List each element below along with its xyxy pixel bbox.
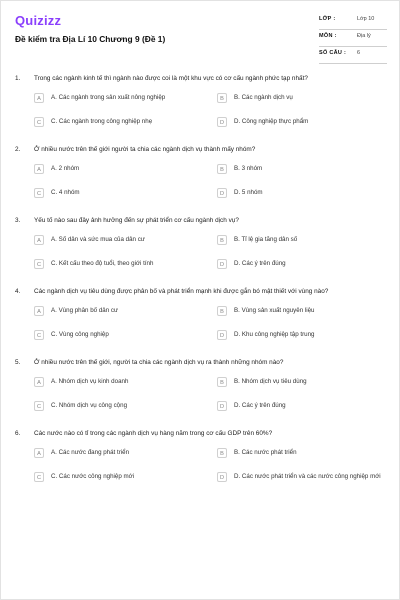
answer-option[interactable] xyxy=(217,259,387,273)
question-number: 5. xyxy=(15,359,21,366)
answer-option[interactable] xyxy=(34,188,204,202)
option-letter-box[interactable]: C xyxy=(34,259,44,269)
option-text: A. Các ngành trong sản xuất nông nghiệp xyxy=(51,94,166,101)
option-text: D. Các nước phát triển và các nước công nghiệp mới xyxy=(234,473,381,480)
answer-option[interactable] xyxy=(217,377,387,391)
option-letter-box[interactable]: B xyxy=(217,93,227,103)
meta-value: 6 xyxy=(357,50,361,56)
option-text: D. Các ý trên đúng xyxy=(234,402,286,409)
option-letter-box[interactable]: D xyxy=(217,401,227,411)
meta-row-class xyxy=(319,13,387,30)
answer-option[interactable] xyxy=(34,377,204,391)
option-text: C. Các nước công nghiệp mới xyxy=(51,473,135,480)
question-item xyxy=(15,288,387,354)
answer-option[interactable] xyxy=(217,401,387,415)
question-item xyxy=(15,75,387,141)
answer-option[interactable] xyxy=(34,448,204,462)
answer-option[interactable] xyxy=(217,472,387,486)
answer-option[interactable] xyxy=(34,401,204,415)
option-letter-box[interactable]: A xyxy=(34,377,44,387)
option-letter-box[interactable]: A xyxy=(34,235,44,245)
option-letter-box[interactable]: D xyxy=(217,188,227,198)
option-text: D. Các ý trên đúng xyxy=(234,260,286,267)
option-text: B. Các nước phát triển xyxy=(234,449,297,456)
answer-option[interactable] xyxy=(34,117,204,131)
option-text: D. 5 nhóm xyxy=(234,189,263,196)
quizizz-logo: Quizizz xyxy=(15,13,62,28)
option-letter-box[interactable]: D xyxy=(217,472,227,482)
option-text: A. Nhóm dịch vụ kinh doanh xyxy=(51,378,129,385)
question-item xyxy=(15,217,387,283)
answer-option[interactable] xyxy=(217,330,387,344)
question-text: Ở nhiều nước trên thế giới, người ta chia các ngành dịch vụ ra thành những nhóm nào? xyxy=(34,359,284,366)
option-text: B. Tỉ lệ gia tăng dân số xyxy=(234,236,298,243)
option-text: A. 2 nhóm xyxy=(51,165,80,172)
option-text: A. Số dân và sức mua của dân cư xyxy=(51,236,145,243)
question-number: 6. xyxy=(15,430,21,437)
question-item xyxy=(15,146,387,212)
meta-label: LỚP : xyxy=(319,16,336,22)
answer-option[interactable] xyxy=(34,93,204,107)
option-letter-box[interactable]: A xyxy=(34,448,44,458)
answer-option[interactable] xyxy=(217,448,387,462)
option-letter-box[interactable]: C xyxy=(34,117,44,127)
question-number: 2. xyxy=(15,146,21,153)
option-letter-box[interactable]: B xyxy=(217,235,227,245)
option-text: D. Khu công nghiệp tập trung xyxy=(234,331,315,338)
question-item xyxy=(15,430,387,496)
worksheet-header xyxy=(15,13,387,63)
answer-option[interactable] xyxy=(217,306,387,320)
option-letter-box[interactable]: B xyxy=(217,448,227,458)
answer-option[interactable] xyxy=(34,259,204,273)
question-text: Ở nhiều nước trên thế giới người ta chia các ngành dịch vụ thành mấy nhóm? xyxy=(34,146,256,153)
option-text: B. Nhóm dịch vụ tiêu dùng xyxy=(234,378,307,385)
answer-option[interactable] xyxy=(217,188,387,202)
meta-row-question-count xyxy=(319,47,387,64)
option-text: A. Vùng phân bố dân cư xyxy=(51,307,119,314)
question-text: Yếu tố nào sau đây ảnh hưởng đến sự phát triển cơ cấu ngành dịch vụ? xyxy=(34,217,239,224)
answer-option[interactable] xyxy=(217,93,387,107)
option-letter-box[interactable]: C xyxy=(34,330,44,340)
question-number: 4. xyxy=(15,288,21,295)
option-letter-box[interactable]: C xyxy=(34,401,44,411)
option-text: D. Công nghiệp thực phẩm xyxy=(234,118,309,125)
question-text: Các ngành dịch vụ tiêu dùng được phân bố và phát triển mạnh khi được gắn bó mật thiết với vùng nào? xyxy=(34,288,329,295)
option-text: B. Vùng sản xuất nguyên liệu xyxy=(234,307,315,314)
answer-option[interactable] xyxy=(217,117,387,131)
option-letter-box[interactable]: D xyxy=(217,330,227,340)
meta-value: Lớp 10 xyxy=(357,16,375,22)
answer-option[interactable] xyxy=(34,330,204,344)
question-text: Các nước nào có tỉ trong các ngành dịch vụ hàng năm trong cơ cấu GDP trên 60%? xyxy=(34,430,273,437)
option-text: C. 4 nhóm xyxy=(51,189,80,196)
option-letter-box[interactable]: A xyxy=(34,93,44,103)
meta-label: SỐ CÂU : xyxy=(319,50,347,56)
meta-info-box xyxy=(319,13,387,64)
worksheet-title: Đề kiểm tra Địa Lí 10 Chương 9 (Đề 1) xyxy=(15,34,166,44)
answer-option[interactable] xyxy=(34,472,204,486)
option-letter-box[interactable]: C xyxy=(34,188,44,198)
option-text: B. Các ngành dịch vụ xyxy=(234,94,293,101)
option-text: B. 3 nhóm xyxy=(234,165,263,172)
meta-value: Địa lý xyxy=(357,33,371,39)
answer-option[interactable] xyxy=(34,306,204,320)
option-text: A. Các nước đang phát triển xyxy=(51,449,130,456)
option-letter-box[interactable]: A xyxy=(34,164,44,174)
meta-row-subject xyxy=(319,30,387,47)
option-text: C. Kết cấu theo độ tuổi, theo giới tính xyxy=(51,260,154,267)
answer-option[interactable] xyxy=(34,164,204,178)
option-text: C. Các ngành trong công nghiệp nhẹ xyxy=(51,118,153,125)
option-letter-box[interactable]: A xyxy=(34,306,44,316)
question-number: 1. xyxy=(15,75,21,82)
question-number: 3. xyxy=(15,217,21,224)
answer-option[interactable] xyxy=(217,235,387,249)
answer-option[interactable] xyxy=(217,164,387,178)
option-letter-box[interactable]: B xyxy=(217,377,227,387)
meta-label: MÔN : xyxy=(319,33,337,39)
answer-option[interactable] xyxy=(34,235,204,249)
question-text: Trong các ngành kinh tế thì ngành nào được coi là một khu vực có cơ cấu ngành phức tạp nhất? xyxy=(34,75,308,82)
option-text: C. Nhóm dịch vụ công cộng xyxy=(51,402,128,409)
option-text: C. Vùng công nghiệp xyxy=(51,331,109,338)
option-letter-box[interactable]: D xyxy=(217,117,227,127)
option-letter-box[interactable]: B xyxy=(217,164,227,174)
option-letter-box[interactable]: B xyxy=(217,306,227,316)
option-letter-box[interactable]: D xyxy=(217,259,227,269)
option-letter-box[interactable]: C xyxy=(34,472,44,482)
question-item xyxy=(15,359,387,425)
